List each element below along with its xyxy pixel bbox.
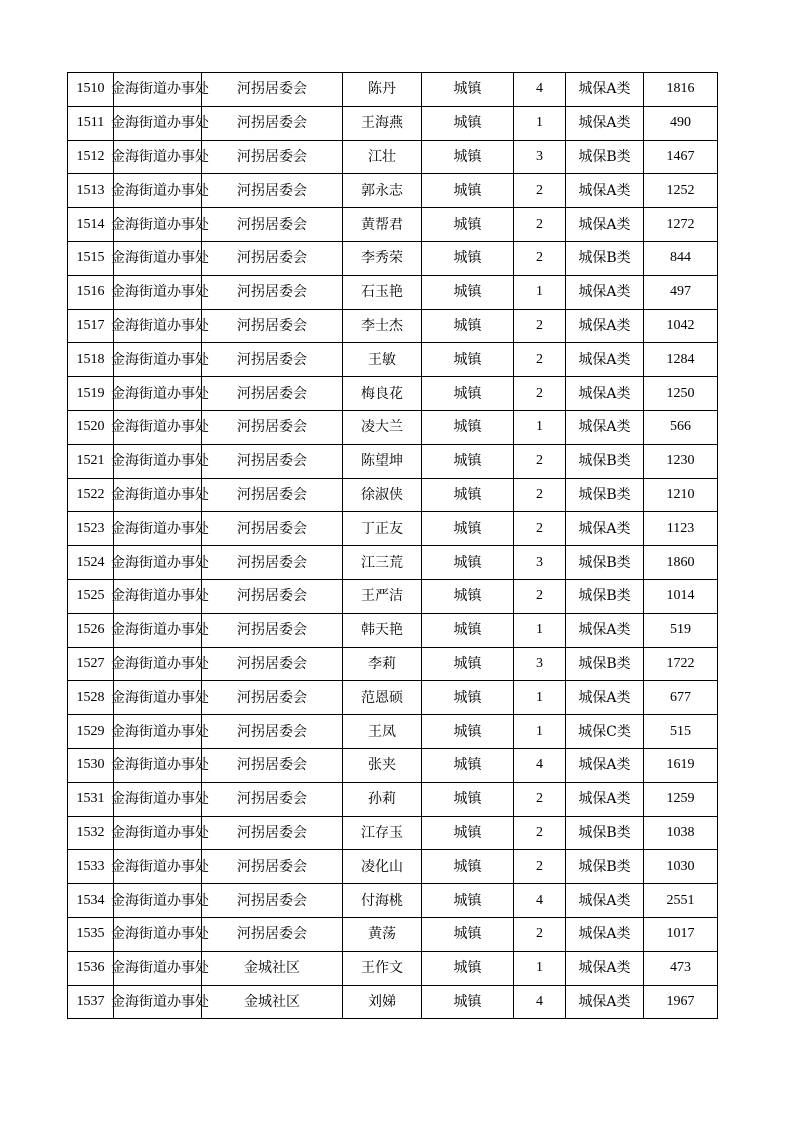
category-cell: 城保A类 bbox=[566, 275, 644, 309]
name-cell: 李秀荣 bbox=[343, 241, 422, 275]
table-row bbox=[68, 208, 718, 242]
community-cell: 河拐居委会 bbox=[202, 512, 343, 546]
amount-cell: 519 bbox=[644, 613, 718, 647]
household-count-cell: 1 bbox=[514, 275, 566, 309]
household-count-cell: 3 bbox=[514, 647, 566, 681]
category-cell: 城保A类 bbox=[566, 782, 644, 816]
name-cell: 黄帮君 bbox=[343, 208, 422, 242]
household-count-cell: 2 bbox=[514, 478, 566, 512]
table-row bbox=[68, 174, 718, 208]
name-cell: 江三荒 bbox=[343, 546, 422, 580]
office-cell: 金海街道办事处 bbox=[114, 681, 202, 715]
office-cell: 金海街道办事处 bbox=[114, 208, 202, 242]
community-cell: 河拐居委会 bbox=[202, 546, 343, 580]
name-cell: 刘娣 bbox=[343, 985, 422, 1019]
amount-cell: 1467 bbox=[644, 140, 718, 174]
row-id-cell: 1518 bbox=[68, 343, 114, 377]
household-count-cell: 2 bbox=[514, 377, 566, 411]
office-cell: 金海街道办事处 bbox=[114, 546, 202, 580]
row-id-cell: 1531 bbox=[68, 782, 114, 816]
row-id-cell: 1517 bbox=[68, 309, 114, 343]
office-cell: 金海街道办事处 bbox=[114, 748, 202, 782]
area-type-cell: 城镇 bbox=[422, 748, 514, 782]
community-cell: 河拐居委会 bbox=[202, 613, 343, 647]
category-cell: 城保A类 bbox=[566, 377, 644, 411]
row-id-cell: 1528 bbox=[68, 681, 114, 715]
community-cell: 金城社区 bbox=[202, 951, 343, 985]
community-cell: 河拐居委会 bbox=[202, 275, 343, 309]
row-id-cell: 1522 bbox=[68, 478, 114, 512]
household-count-cell: 4 bbox=[514, 884, 566, 918]
household-count-cell: 4 bbox=[514, 73, 566, 107]
office-cell: 金海街道办事处 bbox=[114, 951, 202, 985]
table-row bbox=[68, 985, 718, 1019]
household-count-cell: 2 bbox=[514, 850, 566, 884]
community-cell: 河拐居委会 bbox=[202, 309, 343, 343]
area-type-cell: 城镇 bbox=[422, 816, 514, 850]
table-row bbox=[68, 275, 718, 309]
household-count-cell: 1 bbox=[514, 715, 566, 749]
area-type-cell: 城镇 bbox=[422, 647, 514, 681]
name-cell: 陈望坤 bbox=[343, 444, 422, 478]
community-cell: 河拐居委会 bbox=[202, 174, 343, 208]
area-type-cell: 城镇 bbox=[422, 951, 514, 985]
category-cell: 城保B类 bbox=[566, 478, 644, 512]
area-type-cell: 城镇 bbox=[422, 579, 514, 613]
area-type-cell: 城镇 bbox=[422, 850, 514, 884]
category-cell: 城保C类 bbox=[566, 715, 644, 749]
area-type-cell: 城镇 bbox=[422, 275, 514, 309]
name-cell: 付海桃 bbox=[343, 884, 422, 918]
amount-cell: 1259 bbox=[644, 782, 718, 816]
office-cell: 金海街道办事处 bbox=[114, 715, 202, 749]
household-count-cell: 2 bbox=[514, 579, 566, 613]
row-id-cell: 1523 bbox=[68, 512, 114, 546]
community-cell: 河拐居委会 bbox=[202, 816, 343, 850]
name-cell: 李士杰 bbox=[343, 309, 422, 343]
name-cell: 石玉艳 bbox=[343, 275, 422, 309]
office-cell: 金海街道办事处 bbox=[114, 444, 202, 478]
community-cell: 河拐居委会 bbox=[202, 410, 343, 444]
name-cell: 韩天艳 bbox=[343, 613, 422, 647]
office-cell: 金海街道办事处 bbox=[114, 343, 202, 377]
community-cell: 河拐居委会 bbox=[202, 478, 343, 512]
area-type-cell: 城镇 bbox=[422, 444, 514, 478]
category-cell: 城保B类 bbox=[566, 444, 644, 478]
row-id-cell: 1520 bbox=[68, 410, 114, 444]
community-cell: 河拐居委会 bbox=[202, 106, 343, 140]
household-count-cell: 1 bbox=[514, 613, 566, 647]
office-cell: 金海街道办事处 bbox=[114, 782, 202, 816]
amount-cell: 1816 bbox=[644, 73, 718, 107]
amount-cell: 1722 bbox=[644, 647, 718, 681]
table-row bbox=[68, 613, 718, 647]
community-cell: 河拐居委会 bbox=[202, 884, 343, 918]
amount-cell: 490 bbox=[644, 106, 718, 140]
name-cell: 江壮 bbox=[343, 140, 422, 174]
category-cell: 城保A类 bbox=[566, 985, 644, 1019]
row-id-cell: 1521 bbox=[68, 444, 114, 478]
table-row bbox=[68, 681, 718, 715]
community-cell: 河拐居委会 bbox=[202, 647, 343, 681]
document-page bbox=[67, 72, 717, 1019]
area-type-cell: 城镇 bbox=[422, 73, 514, 107]
area-type-cell: 城镇 bbox=[422, 410, 514, 444]
table-row bbox=[68, 715, 718, 749]
table-row bbox=[68, 241, 718, 275]
office-cell: 金海街道办事处 bbox=[114, 579, 202, 613]
name-cell: 李莉 bbox=[343, 647, 422, 681]
office-cell: 金海街道办事处 bbox=[114, 377, 202, 411]
amount-cell: 497 bbox=[644, 275, 718, 309]
name-cell: 张夹 bbox=[343, 748, 422, 782]
area-type-cell: 城镇 bbox=[422, 140, 514, 174]
row-id-cell: 1536 bbox=[68, 951, 114, 985]
area-type-cell: 城镇 bbox=[422, 546, 514, 580]
category-cell: 城保B类 bbox=[566, 647, 644, 681]
row-id-cell: 1512 bbox=[68, 140, 114, 174]
amount-cell: 1284 bbox=[644, 343, 718, 377]
amount-cell: 1038 bbox=[644, 816, 718, 850]
category-cell: 城保B类 bbox=[566, 579, 644, 613]
amount-cell: 1272 bbox=[644, 208, 718, 242]
office-cell: 金海街道办事处 bbox=[114, 410, 202, 444]
name-cell: 王作文 bbox=[343, 951, 422, 985]
name-cell: 孙莉 bbox=[343, 782, 422, 816]
area-type-cell: 城镇 bbox=[422, 782, 514, 816]
table-row bbox=[68, 579, 718, 613]
amount-cell: 1619 bbox=[644, 748, 718, 782]
amount-cell: 1210 bbox=[644, 478, 718, 512]
area-type-cell: 城镇 bbox=[422, 106, 514, 140]
community-cell: 河拐居委会 bbox=[202, 377, 343, 411]
household-count-cell: 2 bbox=[514, 782, 566, 816]
office-cell: 金海街道办事处 bbox=[114, 884, 202, 918]
category-cell: 城保A类 bbox=[566, 917, 644, 951]
category-cell: 城保A类 bbox=[566, 681, 644, 715]
table-row bbox=[68, 816, 718, 850]
community-cell: 河拐居委会 bbox=[202, 241, 343, 275]
area-type-cell: 城镇 bbox=[422, 174, 514, 208]
office-cell: 金海街道办事处 bbox=[114, 478, 202, 512]
category-cell: 城保A类 bbox=[566, 884, 644, 918]
household-count-cell: 4 bbox=[514, 748, 566, 782]
table-row bbox=[68, 478, 718, 512]
household-count-cell: 2 bbox=[514, 343, 566, 377]
table-row bbox=[68, 951, 718, 985]
row-id-cell: 1537 bbox=[68, 985, 114, 1019]
name-cell: 郭永志 bbox=[343, 174, 422, 208]
household-count-cell: 2 bbox=[514, 174, 566, 208]
area-type-cell: 城镇 bbox=[422, 309, 514, 343]
area-type-cell: 城镇 bbox=[422, 884, 514, 918]
office-cell: 金海街道办事处 bbox=[114, 241, 202, 275]
amount-cell: 515 bbox=[644, 715, 718, 749]
community-cell: 河拐居委会 bbox=[202, 140, 343, 174]
table-row bbox=[68, 850, 718, 884]
amount-cell: 1014 bbox=[644, 579, 718, 613]
amount-cell: 2551 bbox=[644, 884, 718, 918]
household-count-cell: 2 bbox=[514, 241, 566, 275]
office-cell: 金海街道办事处 bbox=[114, 275, 202, 309]
household-count-cell: 1 bbox=[514, 951, 566, 985]
name-cell: 梅良花 bbox=[343, 377, 422, 411]
table-row bbox=[68, 140, 718, 174]
row-id-cell: 1535 bbox=[68, 917, 114, 951]
name-cell: 王敏 bbox=[343, 343, 422, 377]
household-count-cell: 1 bbox=[514, 106, 566, 140]
name-cell: 王凤 bbox=[343, 715, 422, 749]
row-id-cell: 1525 bbox=[68, 579, 114, 613]
community-cell: 河拐居委会 bbox=[202, 579, 343, 613]
household-count-cell: 3 bbox=[514, 140, 566, 174]
community-cell: 河拐居委会 bbox=[202, 782, 343, 816]
table-row bbox=[68, 73, 718, 107]
table-row bbox=[68, 309, 718, 343]
name-cell: 凌化山 bbox=[343, 850, 422, 884]
category-cell: 城保B类 bbox=[566, 241, 644, 275]
amount-cell: 1860 bbox=[644, 546, 718, 580]
office-cell: 金海街道办事处 bbox=[114, 309, 202, 343]
row-id-cell: 1530 bbox=[68, 748, 114, 782]
category-cell: 城保B类 bbox=[566, 850, 644, 884]
row-id-cell: 1529 bbox=[68, 715, 114, 749]
community-cell: 河拐居委会 bbox=[202, 748, 343, 782]
name-cell: 江存玉 bbox=[343, 816, 422, 850]
name-cell: 徐淑侠 bbox=[343, 478, 422, 512]
category-cell: 城保B类 bbox=[566, 546, 644, 580]
row-id-cell: 1524 bbox=[68, 546, 114, 580]
table-row bbox=[68, 748, 718, 782]
household-count-cell: 2 bbox=[514, 512, 566, 546]
name-cell: 黄荡 bbox=[343, 917, 422, 951]
row-id-cell: 1527 bbox=[68, 647, 114, 681]
category-cell: 城保A类 bbox=[566, 174, 644, 208]
office-cell: 金海街道办事处 bbox=[114, 917, 202, 951]
area-type-cell: 城镇 bbox=[422, 208, 514, 242]
household-count-cell: 1 bbox=[514, 410, 566, 444]
table-row bbox=[68, 647, 718, 681]
name-cell: 王严洁 bbox=[343, 579, 422, 613]
category-cell: 城保A类 bbox=[566, 512, 644, 546]
household-count-cell: 2 bbox=[514, 208, 566, 242]
name-cell: 丁正友 bbox=[343, 512, 422, 546]
office-cell: 金海街道办事处 bbox=[114, 106, 202, 140]
name-cell: 陈丹 bbox=[343, 73, 422, 107]
name-cell: 范恩硕 bbox=[343, 681, 422, 715]
table-row bbox=[68, 377, 718, 411]
household-count-cell: 4 bbox=[514, 985, 566, 1019]
community-cell: 河拐居委会 bbox=[202, 444, 343, 478]
household-count-cell: 1 bbox=[514, 681, 566, 715]
category-cell: 城保A类 bbox=[566, 106, 644, 140]
benefit-table bbox=[67, 72, 718, 1019]
table-row bbox=[68, 884, 718, 918]
household-count-cell: 3 bbox=[514, 546, 566, 580]
category-cell: 城保A类 bbox=[566, 73, 644, 107]
table-row bbox=[68, 512, 718, 546]
area-type-cell: 城镇 bbox=[422, 681, 514, 715]
amount-cell: 1017 bbox=[644, 917, 718, 951]
table-row bbox=[68, 444, 718, 478]
office-cell: 金海街道办事处 bbox=[114, 613, 202, 647]
office-cell: 金海街道办事处 bbox=[114, 647, 202, 681]
category-cell: 城保B类 bbox=[566, 140, 644, 174]
area-type-cell: 城镇 bbox=[422, 241, 514, 275]
table-row bbox=[68, 343, 718, 377]
row-id-cell: 1534 bbox=[68, 884, 114, 918]
category-cell: 城保A类 bbox=[566, 309, 644, 343]
amount-cell: 1230 bbox=[644, 444, 718, 478]
name-cell: 王海燕 bbox=[343, 106, 422, 140]
row-id-cell: 1510 bbox=[68, 73, 114, 107]
amount-cell: 1252 bbox=[644, 174, 718, 208]
office-cell: 金海街道办事处 bbox=[114, 73, 202, 107]
row-id-cell: 1526 bbox=[68, 613, 114, 647]
area-type-cell: 城镇 bbox=[422, 343, 514, 377]
table-row bbox=[68, 782, 718, 816]
office-cell: 金海街道办事处 bbox=[114, 512, 202, 546]
area-type-cell: 城镇 bbox=[422, 377, 514, 411]
community-cell: 河拐居委会 bbox=[202, 681, 343, 715]
area-type-cell: 城镇 bbox=[422, 613, 514, 647]
row-id-cell: 1519 bbox=[68, 377, 114, 411]
amount-cell: 473 bbox=[644, 951, 718, 985]
name-cell: 凌大兰 bbox=[343, 410, 422, 444]
household-count-cell: 2 bbox=[514, 816, 566, 850]
table-row bbox=[68, 106, 718, 140]
amount-cell: 566 bbox=[644, 410, 718, 444]
office-cell: 金海街道办事处 bbox=[114, 816, 202, 850]
household-count-cell: 2 bbox=[514, 444, 566, 478]
table-row bbox=[68, 410, 718, 444]
community-cell: 河拐居委会 bbox=[202, 715, 343, 749]
amount-cell: 1042 bbox=[644, 309, 718, 343]
category-cell: 城保A类 bbox=[566, 208, 644, 242]
office-cell: 金海街道办事处 bbox=[114, 174, 202, 208]
community-cell: 河拐居委会 bbox=[202, 850, 343, 884]
office-cell: 金海街道办事处 bbox=[114, 850, 202, 884]
area-type-cell: 城镇 bbox=[422, 917, 514, 951]
amount-cell: 1250 bbox=[644, 377, 718, 411]
table-row bbox=[68, 546, 718, 580]
row-id-cell: 1514 bbox=[68, 208, 114, 242]
table-row bbox=[68, 917, 718, 951]
household-count-cell: 2 bbox=[514, 917, 566, 951]
household-count-cell: 2 bbox=[514, 309, 566, 343]
row-id-cell: 1513 bbox=[68, 174, 114, 208]
table-body bbox=[68, 73, 718, 1019]
area-type-cell: 城镇 bbox=[422, 985, 514, 1019]
community-cell: 河拐居委会 bbox=[202, 917, 343, 951]
community-cell: 河拐居委会 bbox=[202, 73, 343, 107]
area-type-cell: 城镇 bbox=[422, 478, 514, 512]
row-id-cell: 1515 bbox=[68, 241, 114, 275]
amount-cell: 1123 bbox=[644, 512, 718, 546]
area-type-cell: 城镇 bbox=[422, 715, 514, 749]
amount-cell: 1030 bbox=[644, 850, 718, 884]
row-id-cell: 1516 bbox=[68, 275, 114, 309]
category-cell: 城保A类 bbox=[566, 410, 644, 444]
category-cell: 城保A类 bbox=[566, 951, 644, 985]
amount-cell: 677 bbox=[644, 681, 718, 715]
category-cell: 城保A类 bbox=[566, 748, 644, 782]
category-cell: 城保A类 bbox=[566, 613, 644, 647]
amount-cell: 844 bbox=[644, 241, 718, 275]
row-id-cell: 1533 bbox=[68, 850, 114, 884]
community-cell: 河拐居委会 bbox=[202, 343, 343, 377]
row-id-cell: 1532 bbox=[68, 816, 114, 850]
community-cell: 河拐居委会 bbox=[202, 208, 343, 242]
office-cell: 金海街道办事处 bbox=[114, 985, 202, 1019]
row-id-cell: 1511 bbox=[68, 106, 114, 140]
category-cell: 城保A类 bbox=[566, 343, 644, 377]
office-cell: 金海街道办事处 bbox=[114, 140, 202, 174]
area-type-cell: 城镇 bbox=[422, 512, 514, 546]
community-cell: 金城社区 bbox=[202, 985, 343, 1019]
amount-cell: 1967 bbox=[644, 985, 718, 1019]
category-cell: 城保B类 bbox=[566, 816, 644, 850]
